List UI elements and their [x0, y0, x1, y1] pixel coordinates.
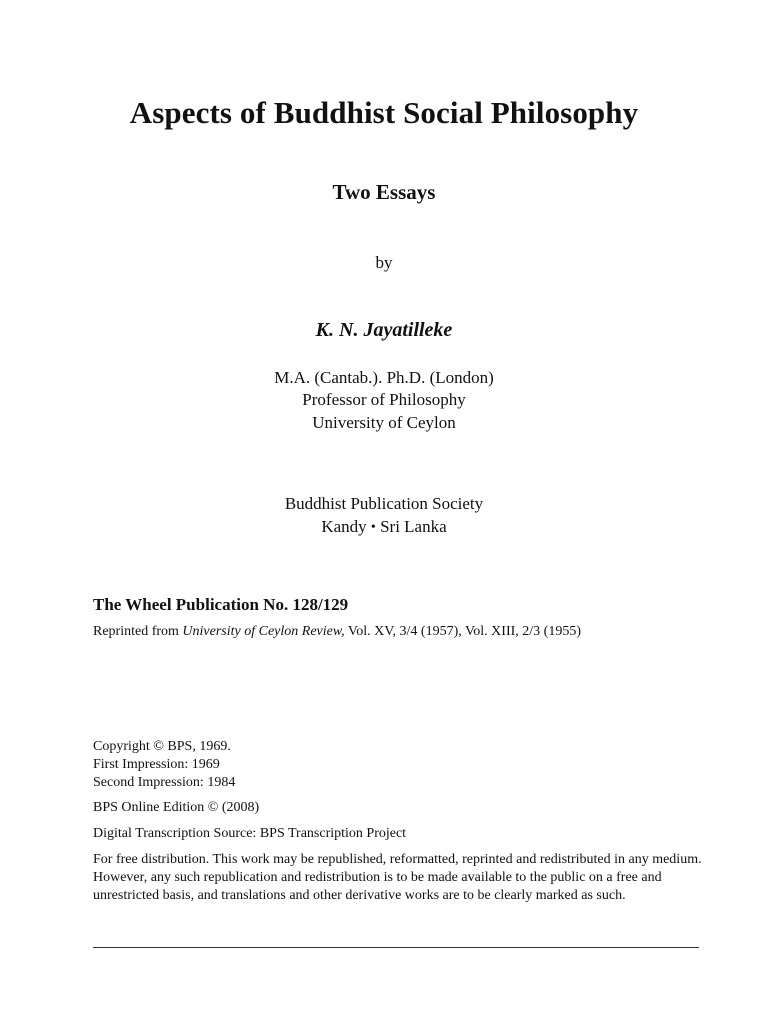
book-title: Aspects of Buddhist Social Philosophy — [129, 95, 639, 130]
reprint-suffix: Vol. XV, 3/4 (1957), Vol. XIII, 2/3 (1955) — [344, 624, 581, 639]
author-degrees: M.A. (Cantab.). Ph.D. (London) — [274, 368, 494, 387]
reprint-source: University of Ceylon Review, — [182, 624, 345, 639]
book-subtitle: Two Essays — [332, 180, 436, 204]
publisher-city: Kandy — [321, 517, 367, 536]
reprint-note — [93, 622, 703, 642]
author-institution: University of Ceylon — [312, 413, 456, 432]
online-edition: BPS Online Edition © (2008) — [93, 800, 260, 815]
author-position: Professor of Philosophy — [302, 390, 466, 409]
footer-divider — [93, 947, 699, 948]
second-impression: Second Impression: 1984 — [93, 775, 236, 790]
series-title: The Wheel Publication No. 128/129 — [93, 595, 349, 614]
copyright-line: Copyright © BPS, 1969. — [93, 739, 231, 754]
first-impression: First Impression: 1969 — [93, 757, 220, 772]
by-line: by — [375, 253, 393, 272]
publisher-country: Sri Lanka — [380, 517, 447, 536]
free-distribution-notice: For free distribution. This work may be republished, reformatted, reprinted and redistributed in any medium. However, any such republication and redistribution is to be made available to the public on a free and unrestricted basis, and translations and other derivative works are to be clearly marked as such. — [93, 852, 702, 904]
publisher-location — [0, 516, 768, 539]
digital-transcription-source: Digital Transcription Source: BPS Transcription Project — [93, 826, 407, 841]
publisher-name: Buddhist Publication Society — [284, 494, 484, 513]
author-name: K. N. Jayatilleke — [315, 319, 453, 341]
reprint-prefix: Reprinted from — [93, 624, 183, 639]
bullet-separator: • — [370, 520, 376, 535]
